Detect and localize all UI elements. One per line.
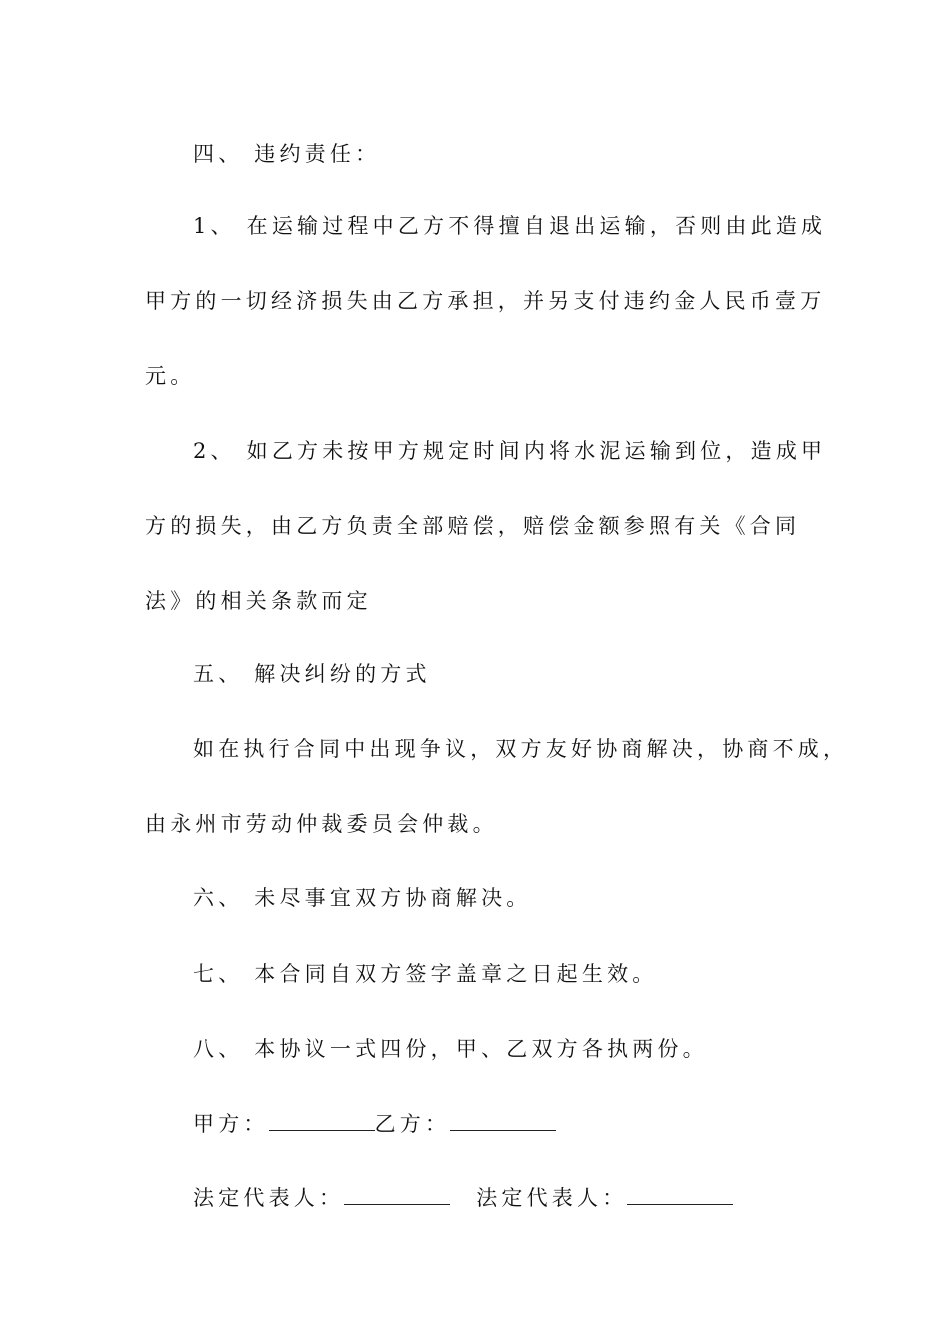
section-5-line-2: 由永州市劳动仲裁委员会仲裁。 (145, 812, 498, 836)
party-a-label: 甲方： (193, 1112, 269, 1136)
rep-b-label: 法定代表人： (476, 1186, 628, 1210)
party-a-blank (269, 1112, 375, 1131)
party-b-blank (450, 1112, 556, 1131)
clause-4-1-line-3: 元。 (145, 364, 196, 388)
section-5-line-1: 如在执行合同中出现争议，双方友好协商解决，协商不成， (193, 737, 849, 761)
rep-a-label: 法定代表人： (193, 1186, 345, 1210)
representative-signature-row (193, 1184, 733, 1212)
party-signature-row (193, 1110, 556, 1138)
section-5-heading: 五、 解决纠纷的方式 (193, 662, 431, 686)
section-4-heading: 四、 违约责任： (193, 142, 381, 166)
rep-b-blank (627, 1186, 733, 1205)
section-7: 七、 本合同自双方签字盖章之日起生效。 (193, 962, 658, 986)
section-8: 八、 本协议一式四份，甲、乙双方各执两份。 (193, 1037, 708, 1061)
clause-4-2-line-2: 方的损失，由乙方负责全部赔偿，赔偿金额参照有关《合同 (145, 514, 801, 538)
clause-4-2-line-1: 2、 如乙方未按甲方规定时间内将水泥运输到位，造成甲 (193, 439, 827, 463)
party-b-label: 乙方： (374, 1112, 451, 1136)
section-6: 六、 未尽事宜双方协商解决。 (193, 886, 532, 910)
rep-a-blank (344, 1186, 450, 1205)
clause-4-2-line-3: 法》的相关条款而定 (145, 589, 372, 613)
clause-4-1-line-1: 1、 在运输过程中乙方不得擅自退出运输，否则由此造成 (193, 214, 827, 238)
clause-4-1-line-2: 甲方的一切经济损失由乙方承担，并另支付违约金人民币壹万 (145, 289, 826, 313)
